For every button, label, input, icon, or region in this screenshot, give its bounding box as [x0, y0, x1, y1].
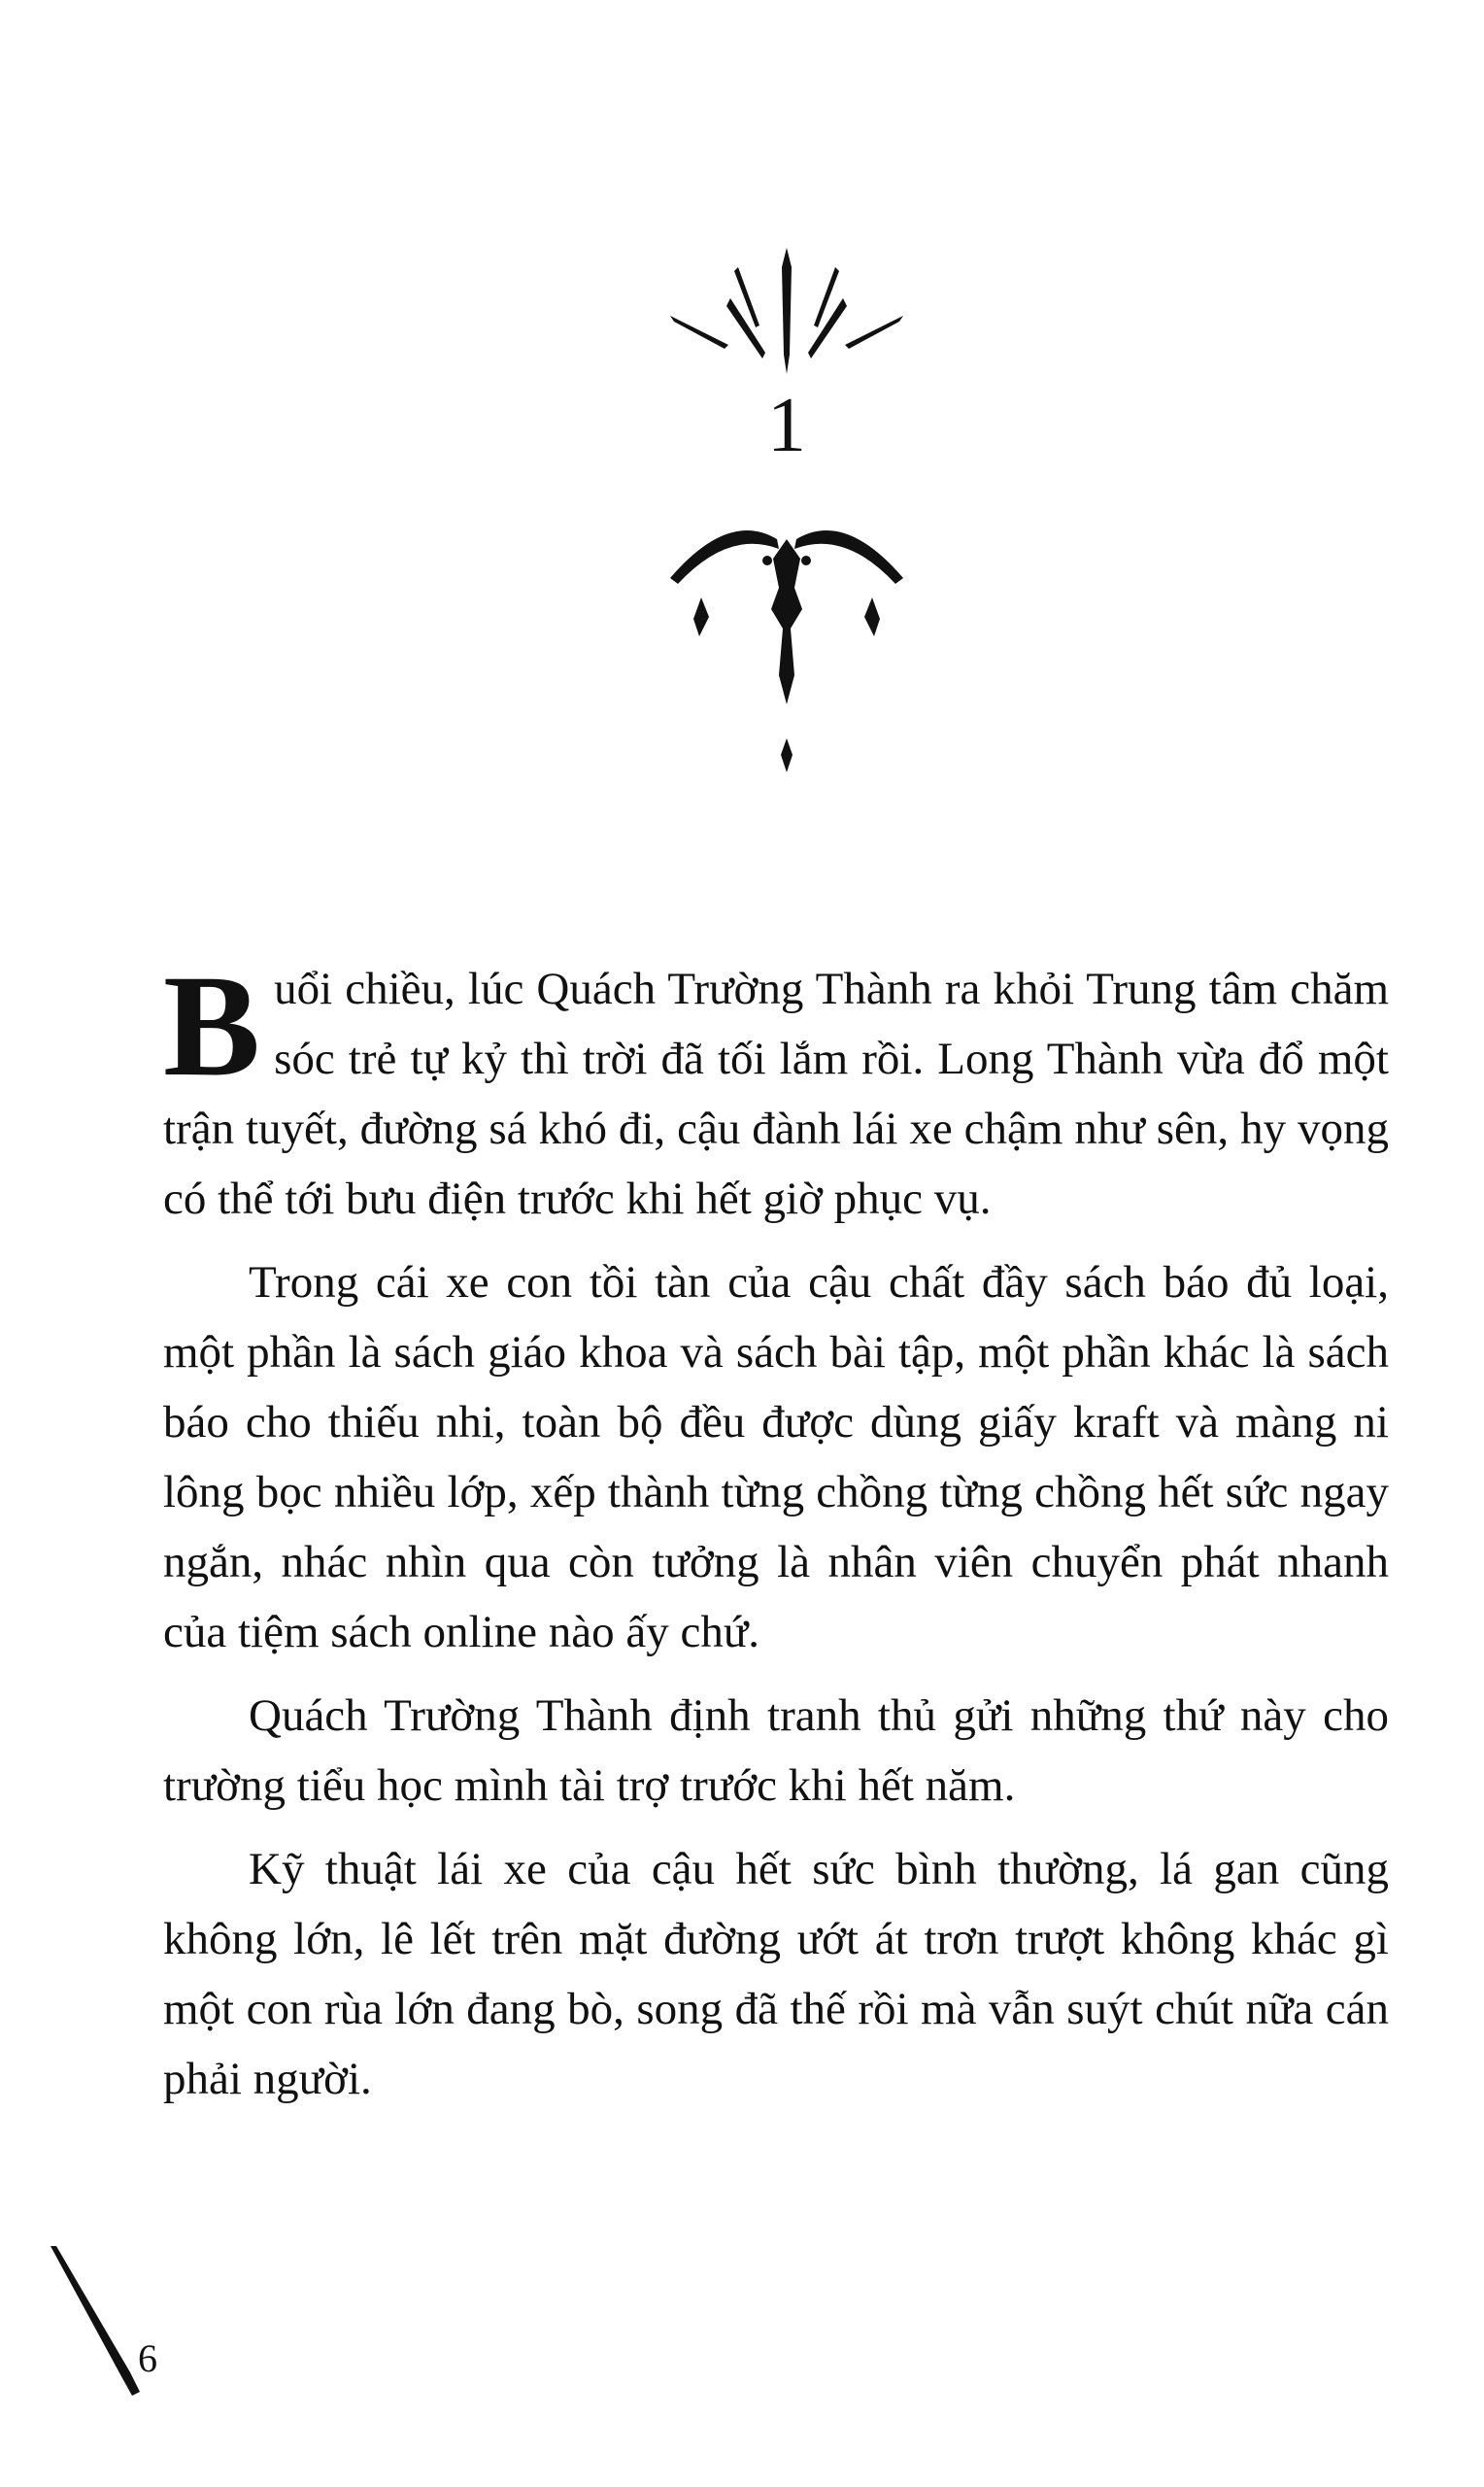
corner-slash-icon — [51, 2246, 148, 2402]
paragraph-3: Quách Trường Thành định tranh thủ gửi những thứ này cho trường tiểu học mình tài trợ trước khi hết năm. — [163, 1690, 1389, 1811]
paragraph-1 — [163, 945, 1389, 1234]
chapter-body — [163, 945, 1389, 2128]
page-number: 6 — [138, 2336, 157, 2380]
paragraph-4: Kỹ thuật lái xe của cậu hết sức bình thường, lá gan cũng không lớn, lê lết trên mặt đường ướt át trơn trượt không khác gì một con rùa lớn đang bò, song đã thế rồi mà vẫn suýt chút nữa cán phải người. — [163, 1844, 1389, 2104]
paragraph-2: Trong cái xe con tồi tàn của cậu chất đầy sách báo đủ loại, một phần là sách giáo khoa và sách bài tập, một phần khác là sách báo cho thiếu nhi, toàn bộ đều được dùng giấy kraft và màng ni lông bọc nhiều lớp, xếp thành từng chồng từng chồng hết sức ngay ngắn, nhác nhìn qua còn tưởng là nhân viên chuyển phát nhanh của tiệm sách online nào ấy chứ. — [163, 1257, 1389, 1657]
paragraph-1-text: uổi chiều, lúc Quách Trường Thành ra khỏi Trung tâm chăm sóc trẻ tự kỷ thì trời đã tối lắm rồi. Long Thành vừa đổ một trận tuyết, đường sá khó đi, cậu đành lái xe chậm như sên, hy vọng có thể tới bưu điện trước khi hết giờ phục vụ. — [163, 964, 1389, 1224]
chapter-ornament-icon — [670, 248, 903, 772]
drop-cap: B — [163, 945, 261, 1107]
chapter-number: 1 — [767, 383, 806, 468]
